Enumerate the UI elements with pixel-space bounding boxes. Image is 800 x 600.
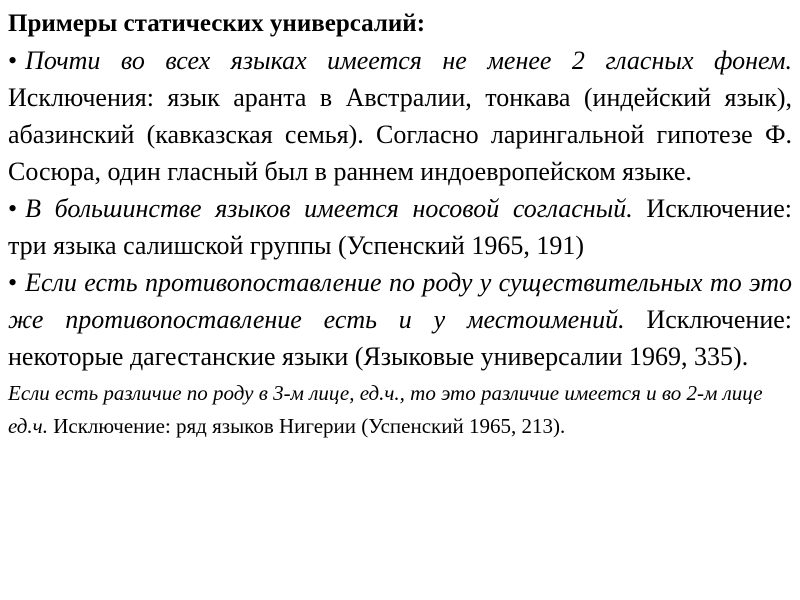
- bullet-icon: •: [8, 46, 18, 75]
- universal-statement: Если есть противопоставление по роду у существительных то это же противопоставление есть и у местоимений.: [8, 268, 792, 334]
- slide-content: [8, 6, 792, 443]
- bullet-icon: •: [8, 194, 18, 223]
- note-paragraph: [8, 375, 792, 443]
- universal-statement: Почти во всех языках имеется не менее 2 гласных фонем.: [25, 46, 792, 75]
- bullet-icon: •: [8, 268, 18, 297]
- bullet-item-vowels: [8, 42, 792, 190]
- slide-title: Примеры статических универсалий:: [8, 10, 426, 37]
- universal-statement: В большинстве языков имеется носовой согласный.: [25, 194, 633, 223]
- exception-text: Исключение: некоторые дагестанские языки (Языковые универсалии 1969, 335).: [8, 305, 793, 371]
- exception-text: Исключения: язык аранта в Австралии, тонкава (индейский язык), абазинский (кавказская семья). Согласно ларингальной гипотезе Ф. Сосюра, один гласный был в раннем индоевропейском языке.: [8, 83, 792, 186]
- exception-text: Исключение: три языка салишской группы (Успенский 1965, 191): [8, 194, 792, 260]
- note-statement: Если есть различие по роду в 3-м лице, ед.ч., то это различие имеется и во 2-м лице ед.ч.: [8, 381, 763, 438]
- bullet-item-gender: [8, 264, 792, 375]
- note-exception: Исключение: ряд языков Нигерии (Успенский 1965, 213).: [53, 414, 566, 438]
- bullet-item-nasals: [8, 190, 792, 264]
